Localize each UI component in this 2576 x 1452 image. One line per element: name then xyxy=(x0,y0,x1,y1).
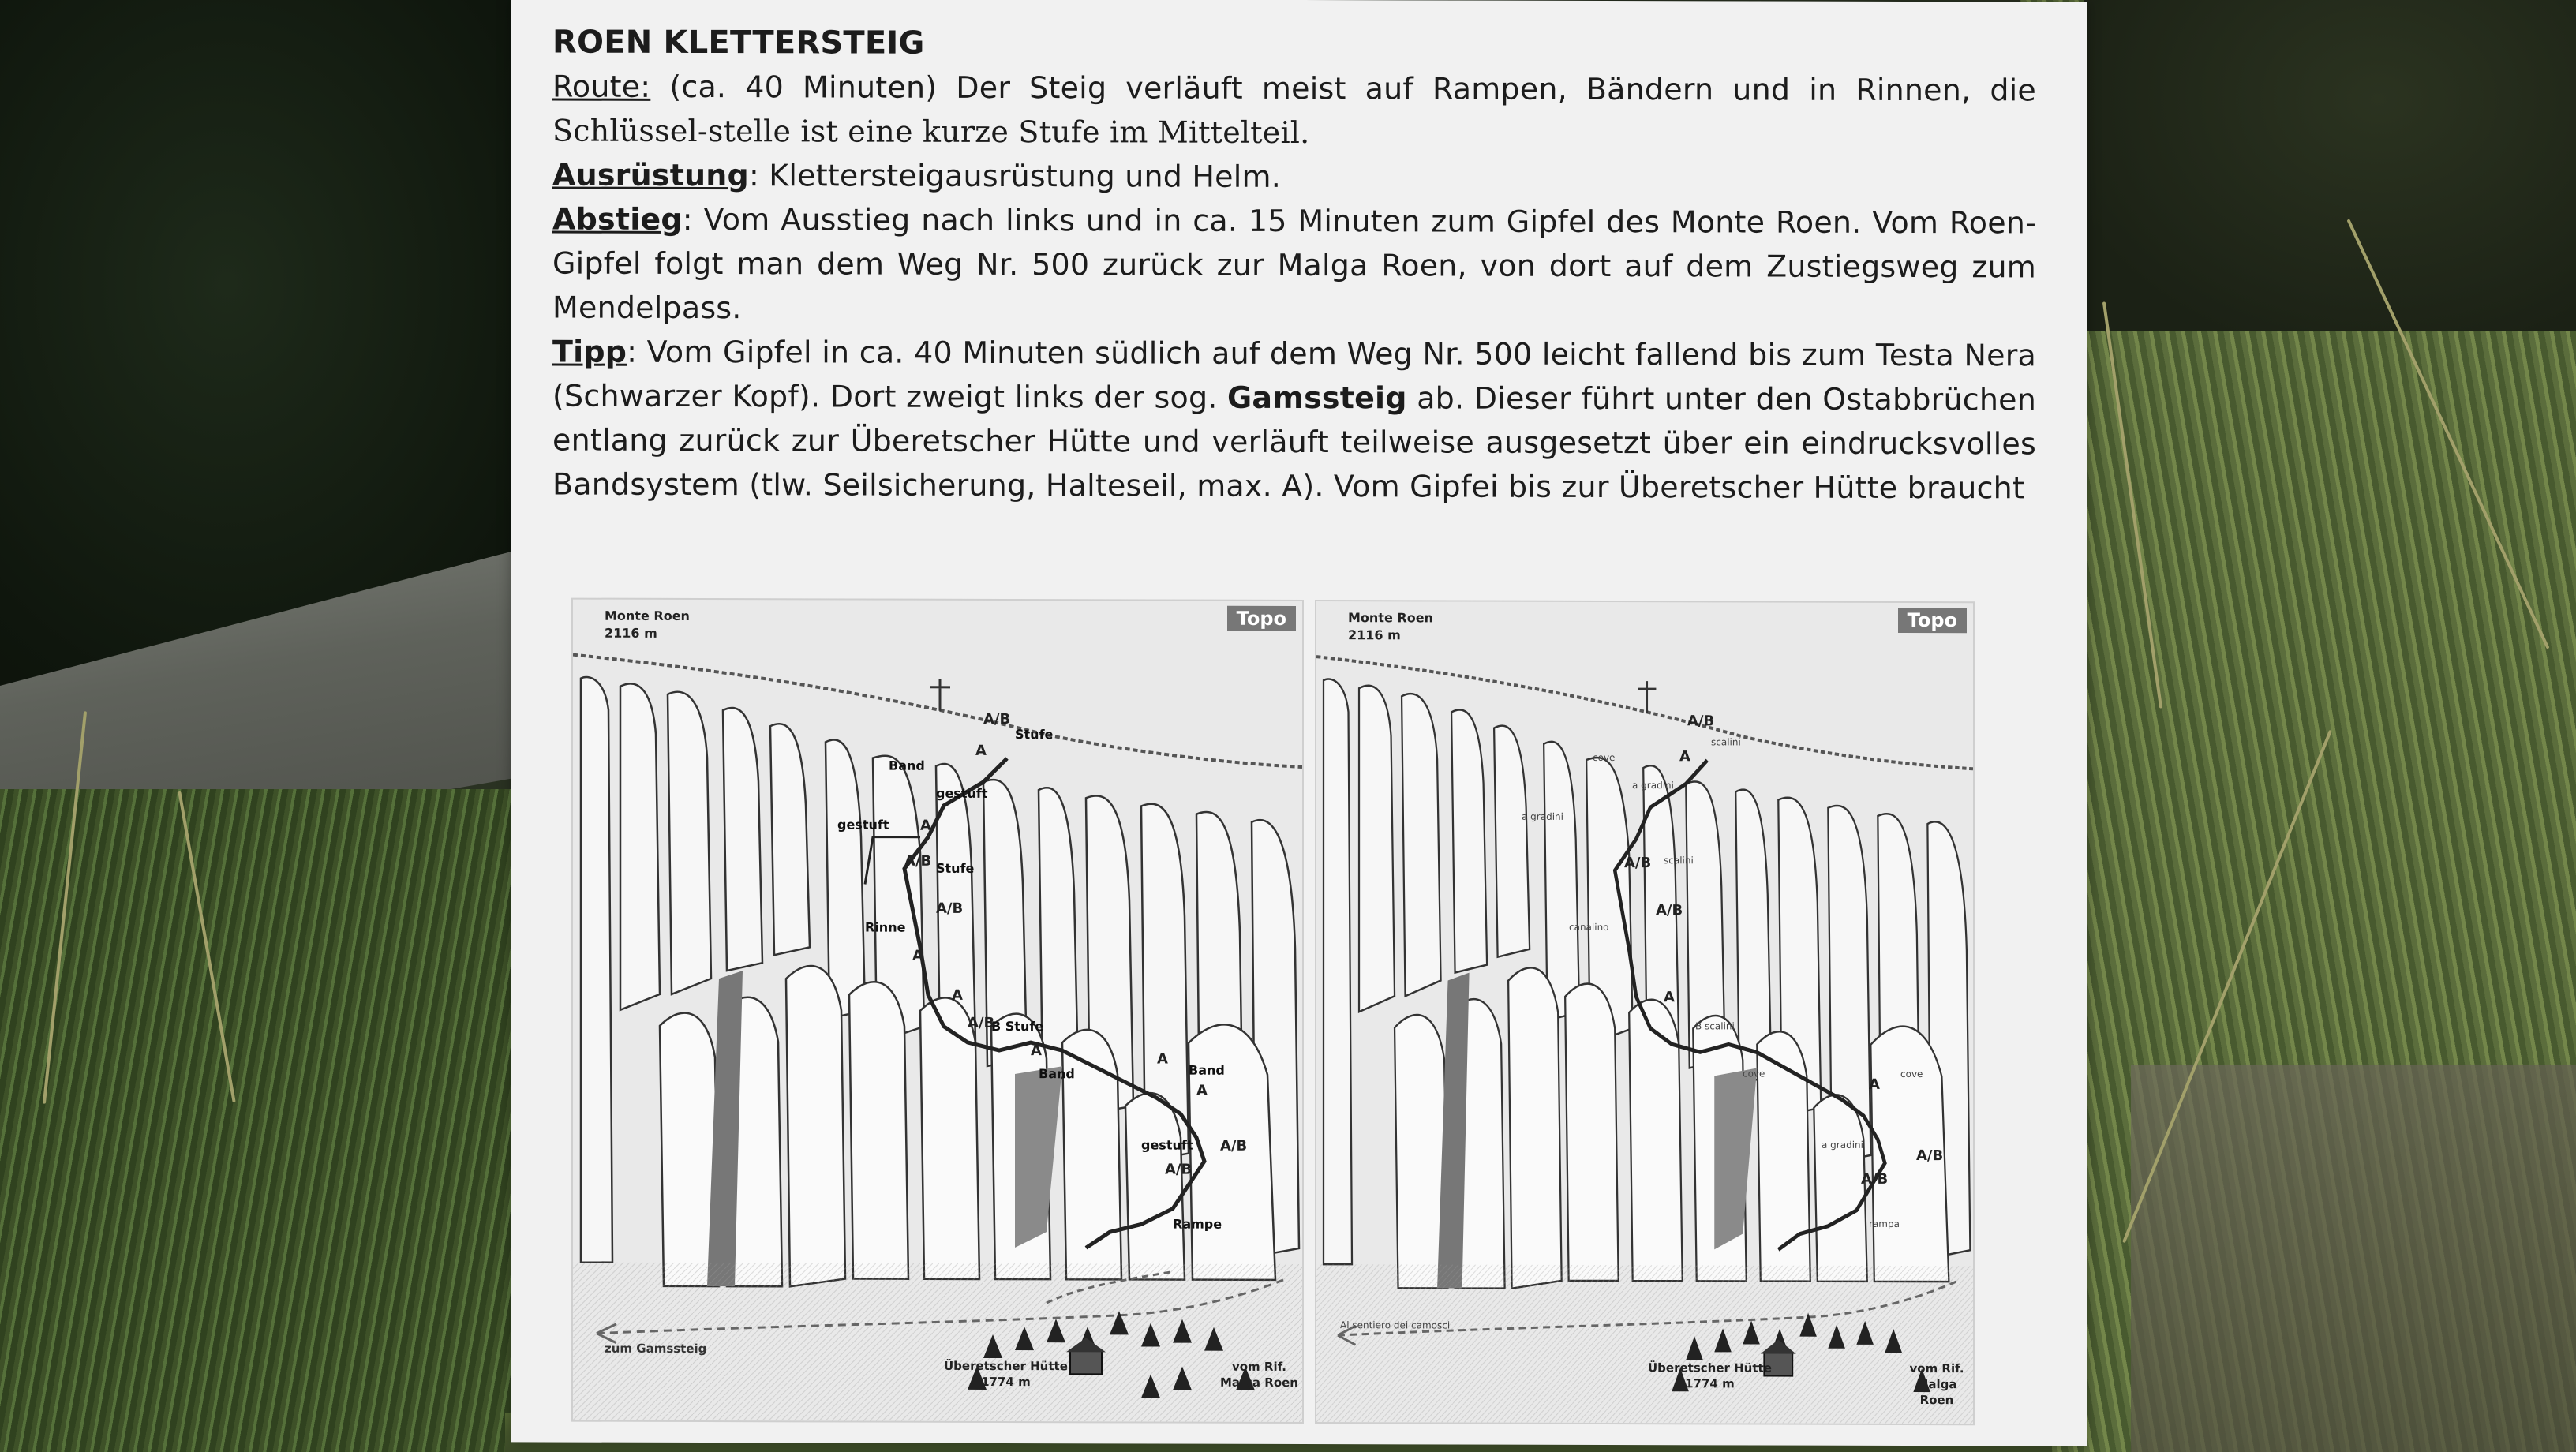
route-label-rampe: Rampe xyxy=(1173,1216,1222,1232)
route-label: Route: xyxy=(552,69,651,104)
from-label-line1: vom Rif. xyxy=(1909,1361,1964,1376)
hut-elevation: 1774 m xyxy=(1685,1376,1735,1391)
hut-name: Überetscher Hütte xyxy=(1648,1360,1772,1375)
grade-mark: A/B xyxy=(1916,1147,1944,1165)
descent-text: : Vom Ausstieg nach links und in ca. 15 Minuten zum Gipfel des Monte Roen. Vom Roen-Gipfel folgt man dem Weg Nr. 500 zurück zur Malga Roen, von dort auf dem Zustiegsweg zum Mendelpass. xyxy=(552,201,2036,326)
grade-mark: A xyxy=(952,986,963,1004)
tip-text: : Vom Gipfel in ca. 40 Minuten südlich auf dem Weg Nr. 500 leicht fallend bis zum Testa Nera (Schwarzer Kopf). Dort zweigt links der sog. xyxy=(552,334,2036,415)
sign-board xyxy=(511,0,2087,1446)
gamssteig-arrow-label: zum Gamssteig xyxy=(605,1341,707,1357)
grade-mark: A xyxy=(1031,1042,1042,1060)
route-label-gestuft: gestuft xyxy=(936,785,988,801)
equipment-label: Ausrüstung xyxy=(552,157,749,193)
equipment-paragraph xyxy=(552,153,2036,201)
route-label-gestuft: gestuft xyxy=(1141,1137,1193,1153)
route-label-stufe: Stufe xyxy=(1015,727,1054,743)
shrubs-right xyxy=(2084,0,2576,331)
tip-label: Tipp xyxy=(552,334,627,369)
grade-mark: A/B xyxy=(1624,855,1652,872)
sign-title: ROEN KLETTERSTEIG xyxy=(552,24,925,62)
grade-mark: A xyxy=(1869,1076,1880,1093)
route-label-scalini: scalini xyxy=(1711,736,1741,748)
grade-mark: A/B xyxy=(904,852,932,870)
route-label-rinne: Rinne xyxy=(865,919,906,935)
summit-label-it xyxy=(1348,609,1433,644)
topo-italian xyxy=(1315,600,1975,1425)
summit-elevation: 2116 m xyxy=(605,625,657,641)
grade-mark: A/B xyxy=(1687,713,1715,730)
route-label-canalino: canalino xyxy=(1569,921,1609,934)
grass-left xyxy=(0,789,568,1452)
summit-name: Monte Roen xyxy=(605,608,690,623)
from-label-line2: Malga Roen xyxy=(1916,1377,1957,1408)
topo-german xyxy=(571,598,1304,1424)
topo-tag-it: Topo xyxy=(1898,608,1967,633)
route-label-cove: cove xyxy=(1593,751,1616,764)
grade-mark: A xyxy=(920,817,931,834)
hut-name: Überetscher Hütte xyxy=(944,1358,1068,1374)
grade-mark: A/B xyxy=(936,900,964,917)
tip-paragraph xyxy=(552,330,2036,511)
route-paragraph xyxy=(552,65,2036,157)
topo-german-drawing xyxy=(573,600,1302,1422)
route-label-band: Band xyxy=(889,758,925,773)
route-label-stufe: Stufe xyxy=(936,860,975,876)
camosci-arrow-label: Al sentiero dei camosci xyxy=(1340,1319,1451,1331)
route-text-keystep: Schlüssel-stelle ist eine kurze Stufe im Mittelteil. xyxy=(552,113,1310,151)
sign-text xyxy=(552,21,2036,511)
from-label-line1: vom Rif. xyxy=(1231,1359,1286,1374)
topo-tag-de: Topo xyxy=(1227,606,1296,631)
descent-paragraph xyxy=(552,197,2036,334)
grade-mark: A xyxy=(1157,1050,1168,1068)
route-text: (ca. 40 Minuten) Der Steig verläuft meist auf Rampen, Bändern und in Rinnen, die xyxy=(650,69,2036,108)
grade-mark: A/B xyxy=(968,1014,995,1031)
equipment-text: : Klettersteigausrüstung und Helm. xyxy=(748,158,1281,194)
route-label-b-scalini: B scalini xyxy=(1695,1020,1735,1032)
summit-label-de xyxy=(605,608,690,642)
route-label-band: Band xyxy=(1039,1066,1075,1082)
route-label-band: Band xyxy=(1189,1062,1225,1078)
route-label-gradini: a gradini xyxy=(1632,780,1674,791)
grade-mark: A/B xyxy=(1165,1161,1193,1178)
descent-label: Abstieg xyxy=(552,201,683,237)
grade-mark: A xyxy=(912,947,923,964)
route-label-gradini: a gradini xyxy=(1522,810,1563,822)
summit-name: Monte Roen xyxy=(1348,610,1433,626)
route-label-cove: cove xyxy=(1900,1068,1923,1080)
route-label-gradini: a gradini xyxy=(1822,1139,1863,1151)
hut-label xyxy=(1648,1360,1772,1391)
from-label xyxy=(1900,1360,1973,1408)
grade-mark: A xyxy=(975,742,987,759)
grade-mark: A/B xyxy=(1861,1170,1889,1188)
route-label-b-stufe: B Stufe xyxy=(991,1018,1044,1035)
tip-highlight: Gamssteig xyxy=(1227,380,1407,416)
tip-text-end: ab. Dieser führt unter den Ostabbrüchen entlang zurück zur Überetscher Hütte und verläuft teilweise ausgesetzt über ein eindrucksvolles Bandsystem (tlw. Seilsicherung, Halteseil, max. A). Vom Gipfei bis zur Überetscher Hütte braucht xyxy=(552,380,2036,506)
route-label-gestuft: gestuft xyxy=(837,817,889,833)
grade-mark: A xyxy=(1679,748,1690,765)
grade-mark: A/B xyxy=(1656,902,1683,919)
topo-italian-drawing xyxy=(1316,601,1973,1424)
grade-mark: A/B xyxy=(983,710,1011,728)
summit-elevation: 2116 m xyxy=(1348,627,1401,643)
grade-mark: A xyxy=(1196,1082,1208,1099)
grade-mark: A xyxy=(1664,989,1675,1006)
ground-right xyxy=(2131,1065,2576,1452)
hut-elevation: 1774 m xyxy=(981,1374,1031,1390)
from-label xyxy=(1220,1359,1298,1390)
grade-mark: A/B xyxy=(1220,1137,1248,1154)
from-label-line2: Malga Roen xyxy=(1220,1375,1298,1390)
route-label-cove: cove xyxy=(1743,1068,1765,1080)
route-label-scalini: scalini xyxy=(1664,855,1694,866)
hut-label xyxy=(944,1358,1068,1390)
route-label-rampa: rampa xyxy=(1869,1218,1900,1229)
